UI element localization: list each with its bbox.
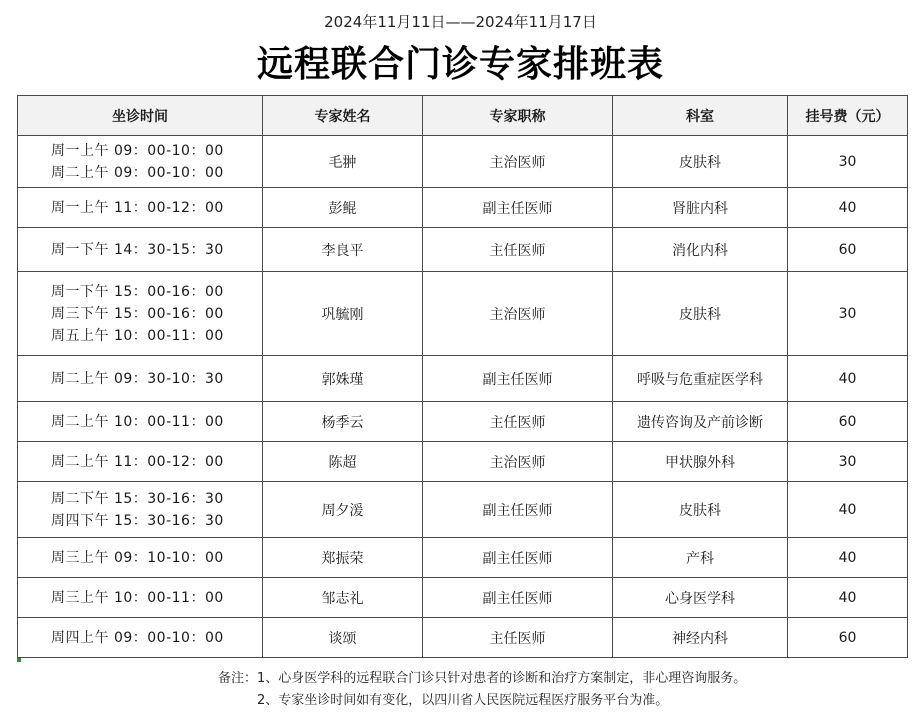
time-slot: 周二上午 09：00-10：00 [51, 164, 224, 181]
column-header-dept: 科室 [613, 96, 788, 136]
cell-time [18, 578, 263, 618]
table-row [18, 442, 908, 482]
cell-title: 副主任医师 [423, 578, 613, 618]
time-slot: 周三上午 10：00-11：00 [51, 589, 224, 606]
table-row [18, 272, 908, 356]
table-row [18, 136, 908, 188]
column-header-fee: 挂号费（元） [788, 96, 908, 136]
note-line-2: 2、专家坐诊时间如有变化，以四川省人民医院远程医疗服务平台为准。 [257, 693, 669, 708]
cell-title: 主治医师 [423, 136, 613, 188]
cell-title: 副主任医师 [423, 538, 613, 578]
page-title: 远程联合门诊专家排班表 [256, 44, 664, 85]
table-row [18, 618, 908, 658]
table-row [18, 228, 908, 272]
cell-name: 谈颂 [263, 618, 423, 658]
time-slot: 周一上午 11：00-12：00 [51, 199, 224, 216]
schedule-table [17, 95, 908, 658]
schedule-table-body [18, 136, 908, 658]
cell-fee: 30 [788, 442, 908, 482]
cell-name: 毛翀 [263, 136, 423, 188]
cell-name: 陈超 [263, 442, 423, 482]
cell-name: 郭姝瑾 [263, 356, 423, 402]
cell-fee: 40 [788, 482, 908, 538]
cell-time [18, 618, 263, 658]
table-row [18, 482, 908, 538]
cell-fee: 40 [788, 188, 908, 228]
cell-time [18, 188, 263, 228]
cell-title: 副主任医师 [423, 356, 613, 402]
cell-corner-marker [17, 658, 21, 662]
cell-time [18, 402, 263, 442]
cell-dept: 心身医学科 [613, 578, 788, 618]
cell-dept: 消化内科 [613, 228, 788, 272]
time-slot: 周二上午 10：00-11：00 [51, 413, 224, 430]
cell-fee: 30 [788, 272, 908, 356]
column-header-title: 专家职称 [423, 96, 613, 136]
table-row [18, 356, 908, 402]
table-row [18, 538, 908, 578]
cell-dept: 神经内科 [613, 618, 788, 658]
cell-time [18, 136, 263, 188]
cell-dept: 肾脏内科 [613, 188, 788, 228]
time-slot: 周一上午 09：00-10：00 [51, 142, 224, 159]
cell-title: 主任医师 [423, 618, 613, 658]
table-header-row [18, 96, 908, 136]
cell-name: 巩毓刚 [263, 272, 423, 356]
cell-name: 周夕湲 [263, 482, 423, 538]
cell-name: 彭鲲 [263, 188, 423, 228]
cell-name: 杨季云 [263, 402, 423, 442]
cell-title: 副主任医师 [423, 188, 613, 228]
time-slot: 周一下午 14：30-15：30 [51, 241, 224, 258]
cell-fee: 60 [788, 402, 908, 442]
cell-name: 郑振荣 [263, 538, 423, 578]
cell-time [18, 228, 263, 272]
cell-time [18, 482, 263, 538]
time-slot: 周二上午 11：00-12：00 [51, 453, 224, 470]
cell-fee: 60 [788, 228, 908, 272]
cell-time [18, 538, 263, 578]
cell-dept: 遗传咨询及产前诊断 [613, 402, 788, 442]
time-slot: 周二上午 09：30-10：30 [51, 370, 224, 387]
cell-time [18, 356, 263, 402]
time-slot: 周四下午 15：30-16：30 [51, 512, 224, 529]
cell-name: 邹志礼 [263, 578, 423, 618]
notes [218, 668, 746, 712]
cell-title: 主治医师 [423, 272, 613, 356]
cell-fee: 40 [788, 356, 908, 402]
time-slot: 周三下午 15：00-16：00 [51, 305, 224, 322]
cell-title: 主治医师 [423, 442, 613, 482]
note-line-1: 备注：1、心身医学科的远程联合门诊只针对患者的诊断和治疗方案制定，非心理咨询服务。 [218, 671, 747, 686]
cell-dept: 甲状腺外科 [613, 442, 788, 482]
table-row [18, 578, 908, 618]
time-slot: 周二下午 15：30-16：30 [51, 490, 224, 507]
cell-fee: 30 [788, 136, 908, 188]
table-row [18, 188, 908, 228]
time-slot: 周三上午 09：10-10：00 [51, 549, 224, 566]
cell-time [18, 272, 263, 356]
cell-dept: 皮肤科 [613, 136, 788, 188]
cell-name: 李良平 [263, 228, 423, 272]
cell-title: 副主任医师 [423, 482, 613, 538]
cell-fee: 40 [788, 578, 908, 618]
cell-dept: 呼吸与危重症医学科 [613, 356, 788, 402]
date-range: 2024年11月11日——2024年11月17日 [324, 13, 597, 31]
cell-time [18, 442, 263, 482]
cell-title: 主任医师 [423, 228, 613, 272]
time-slot: 周五上午 10：00-11：00 [51, 327, 224, 344]
time-slot: 周四上午 09：00-10：00 [51, 629, 224, 646]
cell-dept: 产科 [613, 538, 788, 578]
cell-dept: 皮肤科 [613, 482, 788, 538]
cell-title: 主任医师 [423, 402, 613, 442]
time-slot: 周一下午 15：00-16：00 [51, 283, 224, 300]
cell-fee: 40 [788, 538, 908, 578]
column-header-name: 专家姓名 [263, 96, 423, 136]
cell-dept: 皮肤科 [613, 272, 788, 356]
cell-fee: 60 [788, 618, 908, 658]
table-row [18, 402, 908, 442]
column-header-time: 坐诊时间 [18, 96, 263, 136]
